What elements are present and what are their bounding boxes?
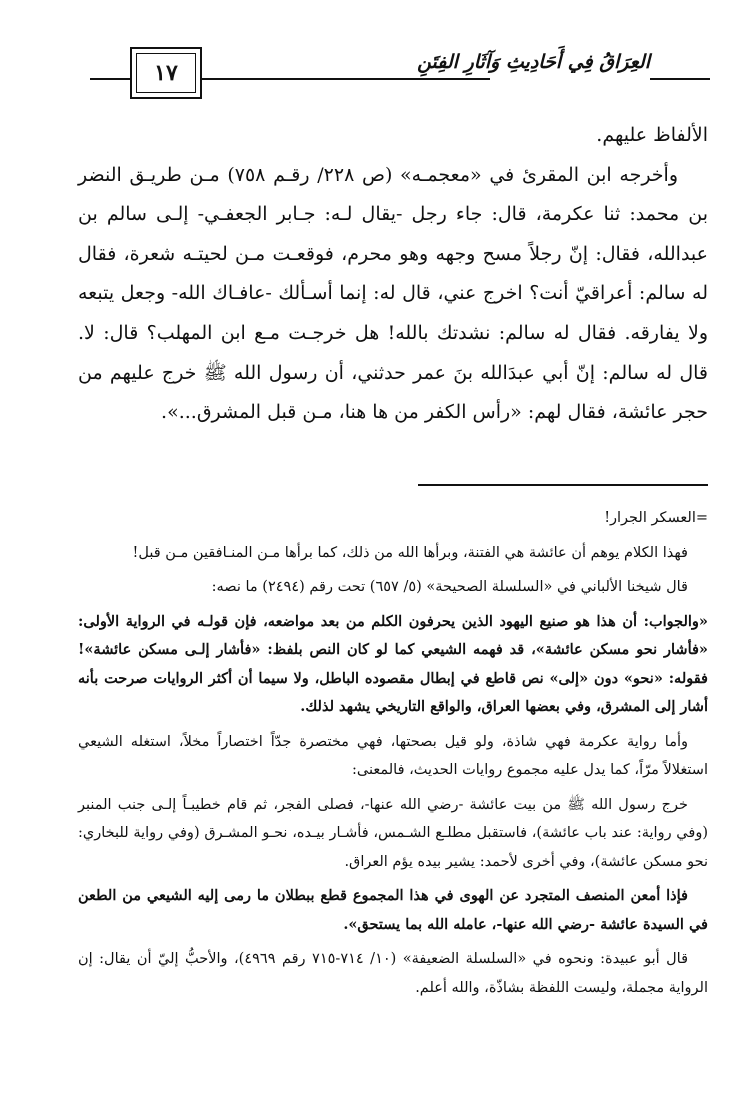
footnote-quote: «والجواب: أن هذا هو صنيع اليهود الذين يحرفون الكلم من بعد مواضعه، فإن قولـه في الرواية الأولى: «فأشار نحو مسكن عائشة»، قد فهمه الشيعي كما لو كان النص بلفظ: «فأشار إلـى مسكن عائشة»! فقوله: «نحو» دون «إلى» نص قاطع في إبطال مقصوده الباطل، ولا سيما أن أكثر الروايات صرحت بأنه أشار إلى المشرق، وفي بعضها العراق، والواقع التاريخي يشهد لذلك.	[78, 612, 708, 715]
main-paragraph-2: وأخرجه ابن المقرئ في «معجمـه» (ص ٢٢٨/ رقـم ٧٥٨) مـن طريـق النضر بن محمد: ثنا عكرمة، قال: جاء رجل -يقال لـه: جـابر الجعفـي- إلـى سالم بن عبدالله، فقال: إنّ رجلاً مسح وجهه وهو محرم، فوقعـت مـن لحيتـه شعرة، فقال له سالم: أعراقيّ أنت؟ اخرج عني، قال له: إنما أسـألك -عافـاك الله- وجعل يتبعه ولا يفارقه. فقال له سالم: نشدتك بالله! هل خرجـت مـع ابن المهلب؟ قال: لا. قال له سالم: إنّ أبي عبدَالله بنَ عمر حدثني، أن رسول الله ﷺ خرج عليهم من حجر عائشة، فقال لهم: «رأس الكفر من ها هنا، مـن قبل المشرق...».	[78, 163, 709, 424]
footnote-paragraph: قال شيخنا الألباني في «السلسلة الصحيحة» (٥/ ٦٥٧) تحت رقم (٢٤٩٤) ما نصه:	[211, 579, 688, 595]
main-paragraph-1: الألفاظ عليهم.	[596, 124, 708, 146]
page-number: ١٧	[136, 53, 196, 93]
header-rule-middle	[200, 78, 490, 80]
footnote-paragraph: فإذا أمعن المنصف المتجرد عن الهوى في هذا المجموع قطع ببطلان ما رمى إليه الشيعي من الطعن في السيدة عائشة -رضي الله عنها-، عامله الله بما يستحق».	[78, 887, 708, 933]
header-rule-left	[90, 78, 130, 80]
footnote-paragraph: خرج رسول الله ﷺ من بيت عائشة -رضي الله عنها-، فصلى الفجر، ثم قام خطيبـاً إلـى جنب المنبر (وفي رواية: عند باب عائشة)، فاستقبل مطلـع الشـمس، فأشـار بيـده، نحـو المشـرق (وفي رواية للبخاري: نحو مسكن عائشة)، وفي أخرى لأحمد: يشير بيده يؤم العراق.	[78, 796, 708, 870]
footnote-separator	[418, 484, 708, 486]
header-rule-right	[650, 78, 710, 80]
footnote-paragraph: وأما رواية عكرمة فهي شاذة، ولو قيل بصحتها، فهي مختصرة جدّاً اختصاراً مخلاً، استغله الشيعي استغلالاً مرّاً، كما يدل عليه مجموع روايات الحديث، فالمعنى:	[78, 733, 708, 778]
page-number-box	[130, 47, 202, 99]
book-title: العِرَاقُ فِي أَحَادِيثِ وَآثَارِ الفِتَنِ	[417, 51, 650, 73]
footnotes	[78, 504, 708, 1008]
main-text	[78, 116, 708, 433]
footnote-paragraph: قال أبو عبيدة: ونحوه في «السلسلة الضعيفة» (١٠/ ٧١٤-٧١٥ رقم ٤٩٦٩)، والأحبُّ إليّ أن يقال: إن الرواية مجملة، وليست اللفظة بشاذّة، والله أعلم.	[78, 951, 708, 996]
footnote-paragraph: فهذا الكلام يوهم أن عائشة هي الفتنة، وبرأها الله من ذلك، كما برأها مـن المنـافقين مـن قبل!	[132, 544, 688, 561]
footnote-continuation: =العسكر الجرار!	[604, 510, 708, 526]
running-header	[90, 45, 710, 101]
